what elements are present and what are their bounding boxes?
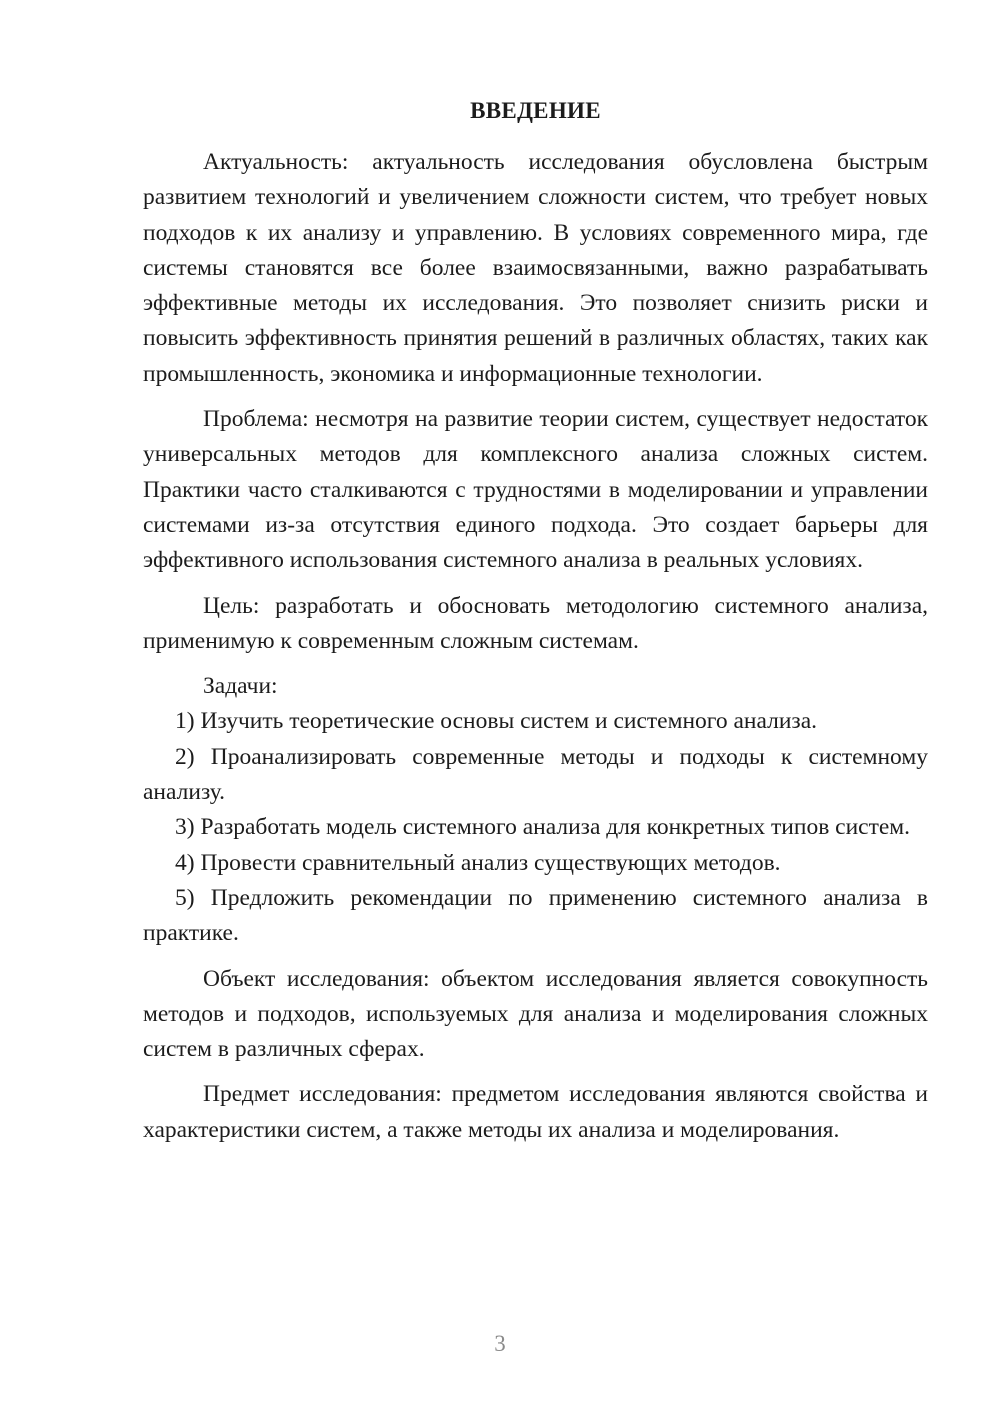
task-item: 2) Проанализировать современные методы и подходы к системному анализу. [143,743,928,806]
paragraph-problem: Проблема: несмотря на развитие теории систем, существует недостаток универсальных методов для комплексного анализа сложных систем. Практики часто сталкиваются с трудностями в моделировании и управлении системами из-за отсутствия единого подхода. Это создает барьеры для эффективного использования системного анализа в реальных условиях. [143,406,928,574]
page-content [143,93,928,1148]
task-item: 4) Провести сравнительный анализ существующих методов. [175,849,781,876]
task-item: 1) Изучить теоретические основы систем и системного анализа. [175,708,817,735]
paragraph-goal: Цель: разработать и обосновать методологию системного анализа, применимую к современным сложным системам. [143,592,928,654]
task-item: 3) Разработать модель системного анализа для конкретных типов систем. [175,814,911,841]
tasks-list [143,704,928,951]
paragraph-subject: Предмет исследования: предметом исследования являются свойства и характеристики систем, а также методы их анализа и моделирования. [143,1081,928,1143]
paragraph-object: Объект исследования: объектом исследования является совокупность методов и подходов, используемых для анализа и моделирования сложных систем в различных сферах. [143,965,928,1063]
page-number: 3 [494,1331,506,1356]
task-item: 5) Предложить рекомендации по применению системного анализа в практике. [143,884,928,947]
tasks-heading: Задачи: [203,673,278,700]
paragraph-relevance: Актуальность: актуальность исследования обусловлена быстрым развитием технологий и увеличением сложности систем, что требует новых подходов к их анализу и управлению. В условиях современного мира, где системы становятся все более взаимосвязанными, важно разрабатывать эффективные методы их исследования. Это позволяет снизить риски и повысить эффективность принятия решений в различных областях, таких как промышленность, экономика и информационные технологии. [143,149,928,387]
page-title: ВВЕДЕНИЕ [470,98,601,123]
